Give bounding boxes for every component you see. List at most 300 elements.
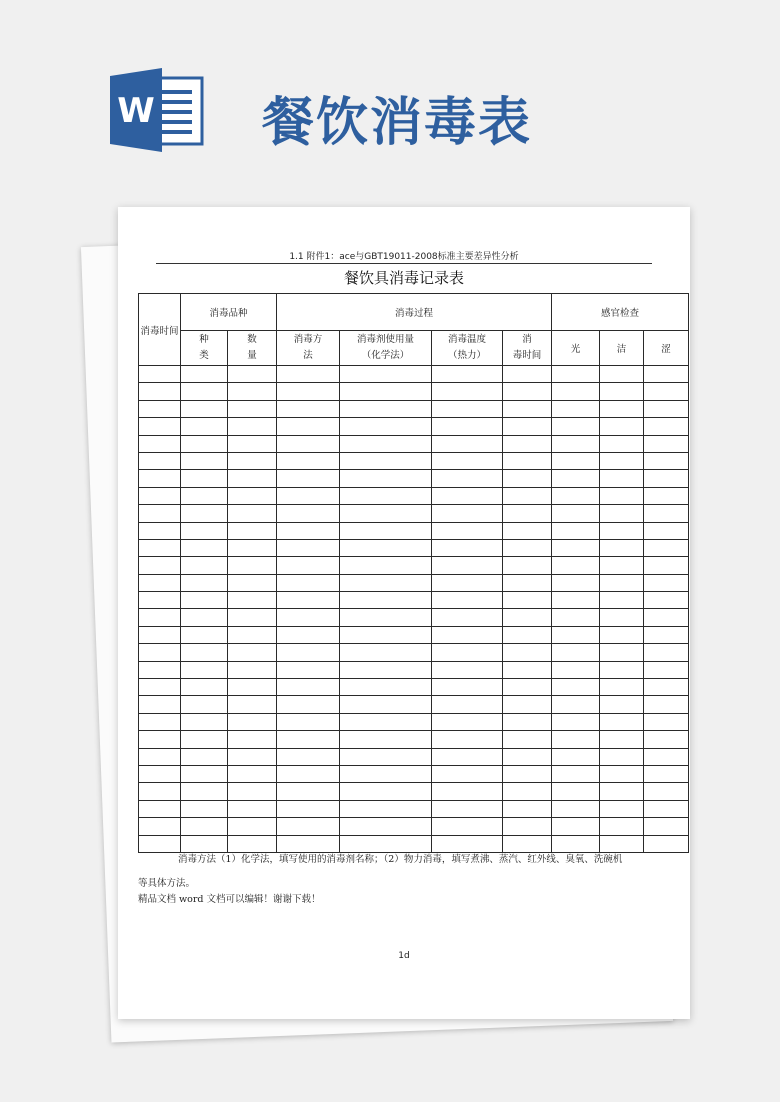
table-cell — [600, 644, 644, 661]
table-cell — [552, 696, 600, 713]
table-cell — [277, 765, 340, 782]
table-cell — [228, 783, 277, 800]
table-cell — [228, 487, 277, 504]
table-cell — [552, 505, 600, 522]
table-cell — [503, 800, 552, 817]
table-cell — [432, 679, 503, 696]
table-cell — [340, 470, 432, 487]
table-cell — [181, 574, 228, 591]
table-cell — [340, 783, 432, 800]
header-sensory: 感官检查 — [552, 294, 689, 331]
table-cell — [277, 383, 340, 400]
header-rule — [156, 263, 652, 264]
table-row — [139, 574, 689, 591]
table-cell — [228, 713, 277, 730]
table-cell — [340, 487, 432, 504]
table-cell — [181, 522, 228, 539]
table-cell — [277, 435, 340, 452]
table-cell — [340, 574, 432, 591]
table-cell — [503, 835, 552, 852]
table-row — [139, 522, 689, 539]
table-cell — [552, 800, 600, 817]
table-cell — [432, 557, 503, 574]
table-cell — [644, 418, 689, 435]
disinfection-record-table — [138, 293, 689, 853]
table-cell — [552, 470, 600, 487]
table-cell — [277, 800, 340, 817]
table-cell — [228, 731, 277, 748]
table-cell — [552, 522, 600, 539]
table-cell — [181, 452, 228, 469]
table-cell — [503, 783, 552, 800]
table-cell — [503, 592, 552, 609]
table-cell — [432, 574, 503, 591]
table-cell — [503, 557, 552, 574]
table-cell — [340, 539, 432, 556]
table-cell — [600, 470, 644, 487]
table-cell — [600, 522, 644, 539]
table-cell — [139, 800, 181, 817]
table-cell — [600, 557, 644, 574]
header-method: 消毒方 法 — [277, 331, 340, 366]
header-duration: 消 毒时间 — [503, 331, 552, 366]
table-cell — [277, 574, 340, 591]
table-cell — [228, 626, 277, 643]
table-cell — [552, 818, 600, 835]
table-cell — [552, 574, 600, 591]
table-cell — [139, 400, 181, 417]
table-cell — [432, 383, 503, 400]
table-cell — [277, 644, 340, 661]
table-cell — [503, 487, 552, 504]
table-cell — [181, 557, 228, 574]
table-cell — [181, 783, 228, 800]
header-sensory-3: 涩 — [644, 331, 689, 366]
table-cell — [432, 835, 503, 852]
header-kind: 种 类 — [181, 331, 228, 366]
table-cell — [644, 765, 689, 782]
table-cell — [340, 661, 432, 678]
table-cell — [139, 661, 181, 678]
table-cell — [340, 452, 432, 469]
table-cell — [228, 800, 277, 817]
table-cell — [644, 626, 689, 643]
table-cell — [503, 383, 552, 400]
table-cell — [432, 748, 503, 765]
table-cell — [139, 609, 181, 626]
table-cell — [600, 487, 644, 504]
table-cell — [181, 713, 228, 730]
table-cell — [277, 452, 340, 469]
table-cell — [644, 383, 689, 400]
table-cell — [644, 470, 689, 487]
table-cell — [340, 818, 432, 835]
table-row — [139, 539, 689, 556]
table-cell — [644, 366, 689, 383]
table-cell — [644, 487, 689, 504]
table-cell — [340, 731, 432, 748]
table-cell — [432, 522, 503, 539]
table-cell — [503, 505, 552, 522]
table-cell — [277, 818, 340, 835]
table-cell — [600, 818, 644, 835]
table-cell — [600, 366, 644, 383]
table-row — [139, 487, 689, 504]
table-cell — [503, 452, 552, 469]
table-cell — [600, 435, 644, 452]
table-cell — [340, 679, 432, 696]
table-cell — [340, 435, 432, 452]
table-cell — [228, 748, 277, 765]
table-cell — [600, 452, 644, 469]
table-cell — [503, 644, 552, 661]
table-cell — [644, 574, 689, 591]
table-cell — [644, 661, 689, 678]
table-cell — [139, 696, 181, 713]
table-cell — [552, 452, 600, 469]
table-row — [139, 731, 689, 748]
table-cell — [600, 800, 644, 817]
table-cell — [228, 609, 277, 626]
table-cell — [277, 696, 340, 713]
table-cell — [644, 696, 689, 713]
table-cell — [277, 713, 340, 730]
table-cell — [139, 418, 181, 435]
table-cell — [552, 366, 600, 383]
table-cell — [432, 765, 503, 782]
table-body — [139, 366, 689, 853]
table-cell — [277, 487, 340, 504]
table-cell — [432, 487, 503, 504]
header-quantity: 数 量 — [228, 331, 277, 366]
table-cell — [644, 731, 689, 748]
table-row — [139, 696, 689, 713]
table-cell — [552, 418, 600, 435]
table-cell — [228, 418, 277, 435]
table-cell — [600, 505, 644, 522]
table-cell — [552, 400, 600, 417]
table-cell — [340, 713, 432, 730]
table-cell — [432, 505, 503, 522]
table-cell — [600, 748, 644, 765]
table-cell — [644, 800, 689, 817]
table-cell — [600, 539, 644, 556]
page-number: 1d — [398, 951, 410, 961]
table-cell — [277, 592, 340, 609]
table-cell — [432, 418, 503, 435]
header-sensory-1: 光 — [552, 331, 600, 366]
header-process: 消毒过程 — [277, 294, 552, 331]
table-cell — [277, 505, 340, 522]
table-cell — [181, 470, 228, 487]
note-line-1: 消毒方法（1）化学法，填写使用的消毒剂名称；（2）物力消毒，填写煮沸、蒸汽、红外线、臭氧、洗碗机 — [178, 854, 623, 865]
table-cell — [644, 435, 689, 452]
table-cell — [600, 418, 644, 435]
table-cell — [503, 818, 552, 835]
table-cell — [600, 679, 644, 696]
table-cell — [432, 644, 503, 661]
table-cell — [181, 487, 228, 504]
table-cell — [432, 539, 503, 556]
table-cell — [139, 835, 181, 852]
document-page — [118, 207, 690, 1019]
header-temperature: 消毒温度 （热力） — [432, 331, 503, 366]
table-cell — [181, 609, 228, 626]
table-cell — [503, 748, 552, 765]
table-cell — [600, 661, 644, 678]
table-cell — [503, 679, 552, 696]
table-cell — [340, 383, 432, 400]
table-cell — [181, 731, 228, 748]
table-cell — [644, 644, 689, 661]
table-cell — [552, 661, 600, 678]
table-cell — [139, 765, 181, 782]
table-cell — [181, 626, 228, 643]
table-cell — [340, 505, 432, 522]
table-cell — [600, 574, 644, 591]
table-cell — [228, 818, 277, 835]
table-cell — [432, 661, 503, 678]
table-cell — [277, 661, 340, 678]
table-cell — [644, 713, 689, 730]
table-cell — [503, 713, 552, 730]
header-time: 消毒时间 — [139, 294, 181, 366]
table-cell — [181, 400, 228, 417]
table-cell — [277, 470, 340, 487]
table-row — [139, 418, 689, 435]
table-cell — [552, 835, 600, 852]
table-cell — [139, 557, 181, 574]
table-cell — [340, 366, 432, 383]
table-row — [139, 644, 689, 661]
table-cell — [644, 592, 689, 609]
table-cell — [503, 470, 552, 487]
table-cell — [228, 383, 277, 400]
table-cell — [503, 696, 552, 713]
table-cell — [277, 557, 340, 574]
table-cell — [181, 435, 228, 452]
table-cell — [600, 731, 644, 748]
table-cell — [600, 696, 644, 713]
table-cell — [600, 835, 644, 852]
table-cell — [644, 400, 689, 417]
table-row — [139, 783, 689, 800]
table-cell — [340, 626, 432, 643]
table-cell — [432, 400, 503, 417]
table-cell — [181, 765, 228, 782]
table-cell — [277, 418, 340, 435]
table-cell — [139, 383, 181, 400]
table-cell — [552, 487, 600, 504]
table-cell — [228, 835, 277, 852]
table-cell — [228, 661, 277, 678]
table-cell — [139, 452, 181, 469]
table-row — [139, 557, 689, 574]
table-row — [139, 366, 689, 383]
running-head: 1.1 附件1：ace与GBT19011-2008标准主要差异性分析 — [289, 252, 519, 262]
table-cell — [503, 661, 552, 678]
table-cell — [432, 783, 503, 800]
header-variety: 消毒品种 — [181, 294, 277, 331]
word-icon-letter: W — [117, 91, 155, 131]
table-cell — [181, 592, 228, 609]
table-cell — [503, 522, 552, 539]
table-cell — [552, 783, 600, 800]
table-cell — [644, 522, 689, 539]
table-cell — [228, 557, 277, 574]
table-cell — [181, 383, 228, 400]
table-cell — [644, 783, 689, 800]
table-cell — [644, 609, 689, 626]
table-cell — [139, 366, 181, 383]
table-cell — [503, 400, 552, 417]
document-title: 餐饮具消毒记录表 — [343, 269, 464, 287]
table-cell — [228, 366, 277, 383]
word-document-icon — [108, 68, 206, 152]
table-cell — [139, 783, 181, 800]
table-cell — [228, 696, 277, 713]
table-row — [139, 800, 689, 817]
table-cell — [644, 835, 689, 852]
table-cell — [277, 783, 340, 800]
table-cell — [644, 679, 689, 696]
table-cell — [181, 366, 228, 383]
table-cell — [277, 366, 340, 383]
note-line-3: 精品文档 word 文档可以编辑！谢谢下载！ — [138, 894, 321, 905]
table-cell — [552, 731, 600, 748]
table-cell — [503, 609, 552, 626]
table-cell — [600, 592, 644, 609]
table-cell — [644, 539, 689, 556]
table-cell — [340, 418, 432, 435]
table-cell — [181, 539, 228, 556]
table-cell — [228, 400, 277, 417]
table-cell — [228, 435, 277, 452]
table-cell — [552, 765, 600, 782]
table-cell — [600, 609, 644, 626]
table-cell — [181, 800, 228, 817]
table-cell — [181, 505, 228, 522]
table-cell — [139, 818, 181, 835]
table-cell — [432, 626, 503, 643]
table-cell — [432, 452, 503, 469]
table-row — [139, 452, 689, 469]
table-row — [139, 383, 689, 400]
table-cell — [277, 539, 340, 556]
table-cell — [503, 418, 552, 435]
table-cell — [139, 487, 181, 504]
page-title: 餐饮消毒表 — [262, 92, 533, 153]
table-cell — [277, 609, 340, 626]
table-cell — [277, 522, 340, 539]
table-cell — [228, 539, 277, 556]
table-cell — [432, 470, 503, 487]
table-row — [139, 748, 689, 765]
table-cell — [432, 713, 503, 730]
table-cell — [277, 400, 340, 417]
table-cell — [644, 748, 689, 765]
table-row — [139, 818, 689, 835]
table-cell — [181, 679, 228, 696]
table-cell — [139, 731, 181, 748]
table-cell — [340, 522, 432, 539]
table-cell — [503, 765, 552, 782]
table-cell — [181, 748, 228, 765]
table-row — [139, 835, 689, 852]
table-cell — [340, 765, 432, 782]
table-row — [139, 505, 689, 522]
table-cell — [277, 679, 340, 696]
table-cell — [228, 574, 277, 591]
table-row — [139, 592, 689, 609]
table-cell — [340, 835, 432, 852]
table-row — [139, 679, 689, 696]
table-cell — [228, 765, 277, 782]
table-cell — [600, 626, 644, 643]
table-cell — [277, 748, 340, 765]
table-cell — [503, 435, 552, 452]
table-row — [139, 713, 689, 730]
table-cell — [139, 644, 181, 661]
header-dosage: 消毒剂使用量 （化学法） — [340, 331, 432, 366]
table-cell — [181, 644, 228, 661]
table-cell — [139, 626, 181, 643]
table-cell — [228, 452, 277, 469]
table-cell — [644, 505, 689, 522]
table-cell — [139, 470, 181, 487]
table-cell — [432, 609, 503, 626]
table-cell — [139, 592, 181, 609]
table-cell — [139, 574, 181, 591]
table-cell — [139, 505, 181, 522]
table-cell — [503, 731, 552, 748]
table-cell — [340, 609, 432, 626]
table-row — [139, 765, 689, 782]
note-line-2: 等具体方法。 — [138, 878, 196, 889]
table-cell — [228, 679, 277, 696]
table-cell — [552, 713, 600, 730]
table-cell — [552, 626, 600, 643]
table-cell — [181, 696, 228, 713]
table-cell — [503, 574, 552, 591]
table-cell — [277, 731, 340, 748]
table-cell — [340, 644, 432, 661]
table-row — [139, 609, 689, 626]
table-cell — [340, 696, 432, 713]
table-cell — [552, 609, 600, 626]
table-cell — [600, 400, 644, 417]
table-cell — [600, 713, 644, 730]
table-cell — [600, 783, 644, 800]
table-cell — [432, 592, 503, 609]
table-cell — [432, 800, 503, 817]
table-cell — [644, 557, 689, 574]
header-sensory-2: 洁 — [600, 331, 644, 366]
table-cell — [552, 435, 600, 452]
table-cell — [139, 522, 181, 539]
table-cell — [432, 366, 503, 383]
table-cell — [552, 539, 600, 556]
table-cell — [181, 818, 228, 835]
table-cell — [340, 557, 432, 574]
table-cell — [644, 452, 689, 469]
table-cell — [644, 818, 689, 835]
table-cell — [228, 470, 277, 487]
table-cell — [503, 366, 552, 383]
table-cell — [432, 696, 503, 713]
table-cell — [228, 522, 277, 539]
table-cell — [340, 592, 432, 609]
